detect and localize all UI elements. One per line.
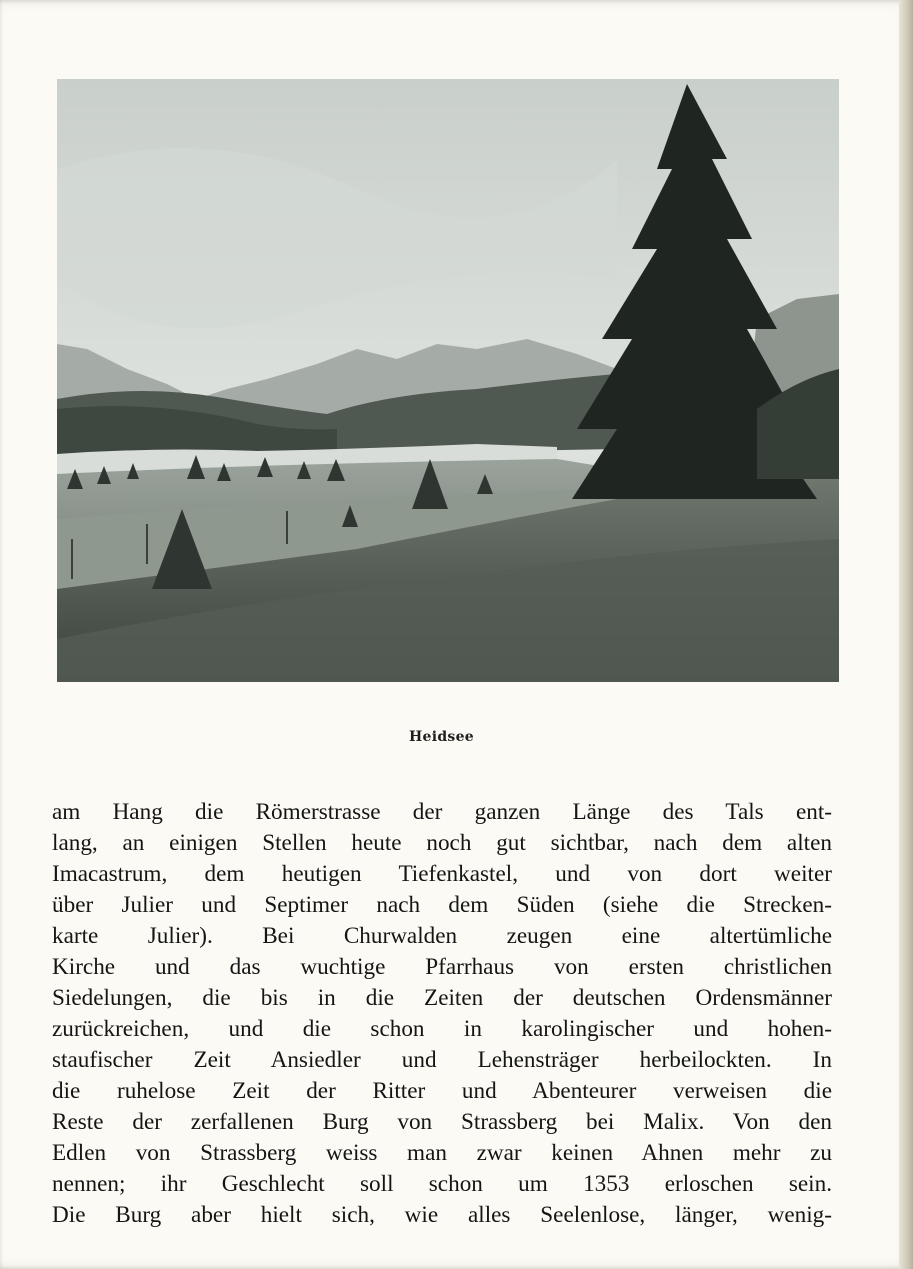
text-line: die ruhelose Zeit der Ritter und Abenteurer verweisen die xyxy=(52,1078,832,1104)
text-line: am Hang die Römerstrasse der ganzen Länge des Tals ent- xyxy=(52,799,832,825)
text-line: Reste der zerfallenen Burg von Strassberg bei Malix. Von den xyxy=(52,1109,832,1135)
photo-caption: Heidsee xyxy=(408,729,475,745)
body-paragraph xyxy=(52,797,832,1231)
text-line: Siedelungen, die bis in die Zeiten der deutschen Ordensmänner xyxy=(52,985,832,1011)
text-line: Die Burg aber hielt sich, wie alles Seelenlose, länger, wenig- xyxy=(52,1202,832,1228)
text-line: staufischer Zeit Ansiedler und Lehensträger herbeilockten. In xyxy=(52,1047,832,1073)
text-line: zurückreichen, und die schon in karolingischer und hohen- xyxy=(52,1016,832,1042)
landscape-photo xyxy=(57,79,839,682)
text-line: lang, an einigen Stellen heute noch gut sichtbar, nach dem alten xyxy=(52,830,832,856)
text-line: über Julier und Septimer nach dem Süden (siehe die Strecken- xyxy=(52,892,832,918)
text-line: Kirche und das wuchtige Pfarrhaus von ersten christlichen xyxy=(52,954,832,980)
text-line: karte Julier). Bei Churwalden zeugen eine altertümliche xyxy=(52,923,832,949)
page-edge xyxy=(899,0,913,1269)
landscape-illustration xyxy=(57,79,839,682)
text-line: nennen; ihr Geschlecht soll schon um 1353 erloschen sein. xyxy=(52,1171,832,1197)
text-line: Imacastrum, dem heutigen Tiefenkastel, und von dort weiter xyxy=(52,861,832,887)
text-line: Edlen von Strassberg weiss man zwar keinen Ahnen mehr zu xyxy=(52,1140,832,1166)
